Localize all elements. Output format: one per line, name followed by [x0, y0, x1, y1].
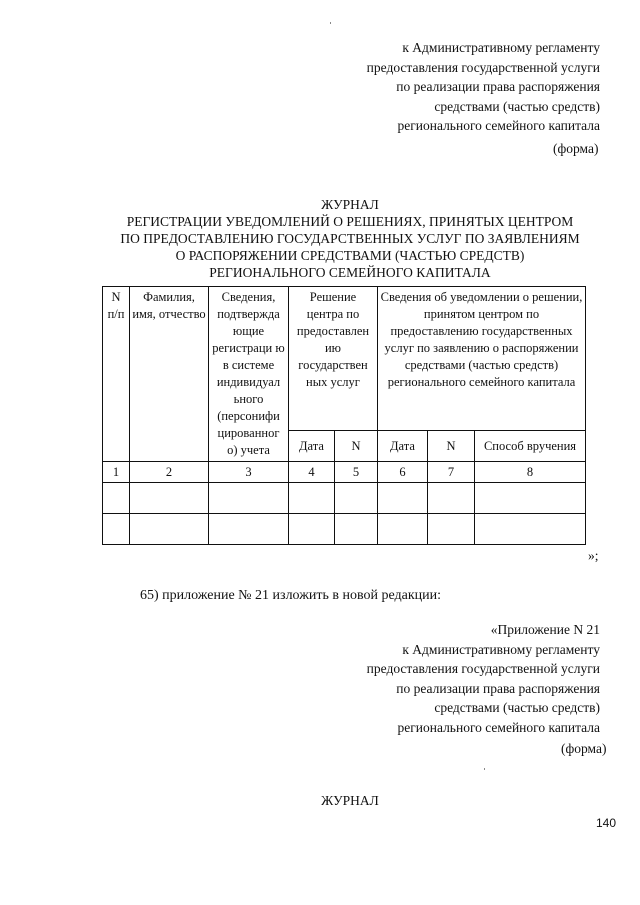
table-cell [130, 483, 209, 514]
column-number-cell: 6 [378, 462, 428, 483]
table-cell [209, 514, 289, 545]
table-cell [335, 483, 378, 514]
appendix-header-line: к Административному регламенту [402, 641, 600, 657]
header-cell-notification: Сведения об уведомлении о решении, принятом центром по предоставлению государственных услуг по заявлению о распоряжении средствами (частью средств) регионального семейного капитала [378, 287, 586, 431]
table-cell [103, 483, 130, 514]
table-cell [289, 483, 335, 514]
appendix-header-line: регионального семейного капитала [397, 118, 600, 133]
column-number-cell: 3 [209, 462, 289, 483]
table-cell [103, 514, 130, 545]
appendix-header-line: предоставления государственной услуги [366, 59, 600, 75]
header-cell-decision: Решение центра по предоставлен ию государствен ных услуг [289, 287, 378, 431]
table-row [103, 483, 586, 514]
amendment-paragraph: 65) приложение № 21 изложить в новой редакции: [140, 588, 442, 603]
form-label: (форма) [553, 141, 599, 156]
journal-title-line: ЖУРНАЛ [321, 197, 379, 212]
page-number: 140 [596, 816, 617, 830]
appendix-header-line: по реализации права распоряжения [396, 79, 600, 94]
form-label: (форма) [561, 741, 607, 756]
table-cell [335, 514, 378, 545]
column-number-cell: 7 [428, 462, 475, 483]
appendix-header-line: средствами (частью средств) [434, 98, 600, 114]
column-number-cell: 8 [475, 462, 586, 483]
scan-speck [330, 22, 331, 24]
appendix-header-line: средствами (частью средств) [434, 700, 600, 715]
table-cell [428, 514, 475, 545]
appendix-header-line: регионального семейного капитала [397, 719, 600, 735]
column-number-cell: 4 [289, 462, 335, 483]
table-cell [475, 483, 586, 514]
table-cell [475, 514, 586, 545]
journal-table [102, 286, 586, 545]
subheader-cell-date: Дата [378, 431, 428, 462]
appendix-header-2 [367, 620, 600, 737]
scan-speck [484, 768, 485, 770]
subheader-cell-n: N [428, 431, 475, 462]
table-cell [378, 514, 428, 545]
table-cell [378, 483, 428, 514]
appendix-header-1 [367, 38, 600, 136]
subheader-cell-n: N [335, 431, 378, 462]
closing-quote: »; [588, 548, 599, 563]
journal-title-2: ЖУРНАЛ [321, 793, 379, 808]
column-number-row [103, 462, 586, 483]
journal-title [95, 196, 605, 281]
column-number-cell: 1 [103, 462, 130, 483]
journal-title-line: РЕГИОНАЛЬНОГО СЕМЕЙНОГО КАПИТАЛА [209, 265, 491, 280]
journal-title-line: РЕГИСТРАЦИИ УВЕДОМЛЕНИЙ О РЕШЕНИЯХ, ПРИНЯТЫХ ЦЕНТРОМ [126, 214, 574, 229]
header-cell-registration-info: Сведения, подтвержда ющие регистраци ю в системе индивидуал ьного (персонифи цированног о) учета [209, 287, 289, 462]
table-cell [289, 514, 335, 545]
appendix-header-line: по реализации права распоряжения [396, 680, 600, 696]
appendix-header-line: «Приложение N 21 [490, 622, 600, 637]
table-cell [428, 483, 475, 514]
appendix-header-line: к Административному регламенту [402, 40, 600, 55]
header-cell-full-name: Фамилия, имя, отчество [130, 287, 209, 462]
journal-title-line: О РАСПОРЯЖЕНИИ СРЕДСТВАМИ (ЧАСТЬЮ СРЕДСТВ) [175, 248, 525, 263]
subheader-cell-delivery-method: Способ вручения [475, 431, 586, 462]
subheader-cell-date: Дата [289, 431, 335, 462]
table-header-row [103, 287, 586, 431]
column-number-cell: 2 [130, 462, 209, 483]
journal-title-line: ПО ПРЕДОСТАВЛЕНИЮ ГОСУДАРСТВЕННЫХ УСЛУГ ПО ЗАЯВЛЕНИЯМ [120, 231, 580, 246]
table-cell [130, 514, 209, 545]
column-number-cell: 5 [335, 462, 378, 483]
appendix-header-line: предоставления государственной услуги [366, 661, 600, 676]
table-row [103, 514, 586, 545]
table-cell [209, 483, 289, 514]
header-cell-number: N п/п [103, 287, 130, 462]
